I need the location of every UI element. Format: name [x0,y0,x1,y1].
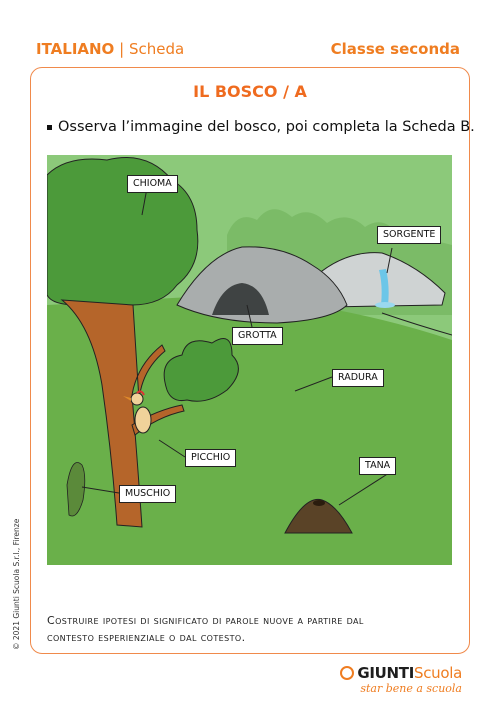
label-muschio: MUSCHIO [119,485,176,503]
woodpecker-body [135,407,151,433]
logo-g-icon [340,666,354,680]
header-separator: | [119,40,125,58]
learning-goal-line-2: contesto esperienziale o dal cotesto. [47,631,246,644]
label-chioma: CHIOMA [127,175,178,193]
logo-brand-main: GIUNTI [357,664,414,682]
sheet-type-label: Scheda [128,40,185,58]
learning-goal-line-1: Costruire ipotesi di significato di parole nuove a partire dal [47,614,364,627]
header-subject [36,40,184,58]
label-grotta: GROTTA [232,327,283,345]
label-tana: TANA [359,457,396,475]
page-title: IL BOSCO / A [193,82,307,101]
bullet-icon [47,125,52,130]
learning-goal [47,612,457,646]
grade-label: Classe seconda [330,40,460,58]
label-picchio: PICCHIO [185,449,236,467]
forest-scene [47,155,452,565]
copyright: © 2021 Giunti Scuola S.r.l., Firenze [12,518,21,650]
label-sorgente: SORGENTE [377,226,441,244]
logo-brand-sub: Scuola [413,664,462,682]
logo-tagline: star bene a scuola [360,682,462,695]
instruction [47,119,475,135]
spring-pool [375,302,395,308]
publisher-logo [340,664,462,695]
logo-brand [340,664,462,682]
instruction-text: Osserva l’immagine del bosco, poi completa la Scheda B. [58,119,475,135]
subject-label: ITALIANO [36,40,115,58]
forest-illustration [47,155,452,565]
den-hole [313,500,325,506]
label-radura: RADURA [332,369,384,387]
woodpecker-head [131,393,143,405]
